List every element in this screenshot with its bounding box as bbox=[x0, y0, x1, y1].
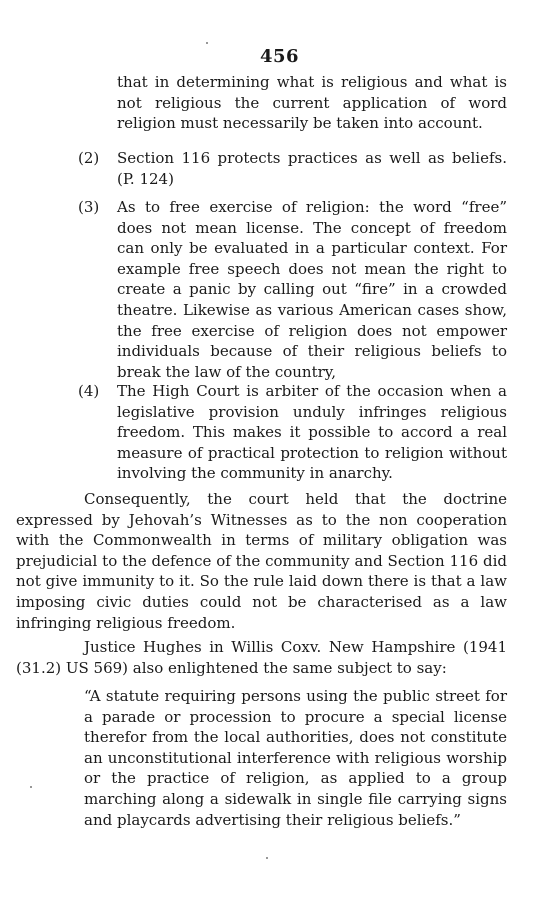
list-item-number: (3) bbox=[78, 198, 100, 216]
list-item-text: Section 116 protects practices as well as beliefs. (P. 124) bbox=[117, 149, 507, 188]
list-item-number: (4) bbox=[78, 382, 100, 400]
block-quote: “A statute requiring persons using the public street for a parade or procession to procure a special license therefor from the local authorities, does not constitute an unconstitutional interference with religious worship or the practice of religion, as applied to a group marching along a sidewalk in single file carrying signs and playcards advertising their religious beliefs.” bbox=[84, 687, 507, 829]
list-item bbox=[78, 148, 507, 189]
continuation-text: that in determining what is religious and what is not religious the current application of word religion must necessarily be taken into account. bbox=[117, 73, 507, 133]
list-item-number: (2) bbox=[78, 149, 100, 167]
list-item bbox=[78, 197, 507, 382]
list-item bbox=[78, 381, 507, 484]
scan-speck bbox=[206, 42, 208, 44]
body-paragraph: Consequently, the court held that the doctrine expressed by Jehovah’s Witnesses as to the non cooperation with the Commonwealth in terms of military obligation was prejudicial to the defence of the community and Section 116 did not give immunity to it. So the rule laid down there is that a law imposing civic duties could not be characterised as a law infringing religious freedom. bbox=[16, 490, 507, 632]
list-item-text: The High Court is arbiter of the occasion when a legislative provision unduly infringes religious freedom. This makes it possible to accord a real measure of practical protection to religion without involving the community in anarchy. bbox=[117, 382, 507, 483]
scan-speck bbox=[266, 857, 268, 859]
scan-speck bbox=[30, 786, 32, 788]
page-number: 456 bbox=[259, 46, 300, 67]
list-item-text: As to free exercise of religion: the word “free” does not mean license. The concept of freedom can only be evaluated in a particular context. For example free speech does not mean the right to create a panic by calling out “fire” in a crowded theatre. Likewise as various American cases show, the free exercise of religion does not empower individuals because of their religious beliefs to break the law of the country, bbox=[117, 198, 507, 381]
body-paragraph: Justice Hughes in Willis Coxv. New Hampshire (1941 (31.2) US 569) also enlightened the same subject to say: bbox=[16, 638, 507, 677]
